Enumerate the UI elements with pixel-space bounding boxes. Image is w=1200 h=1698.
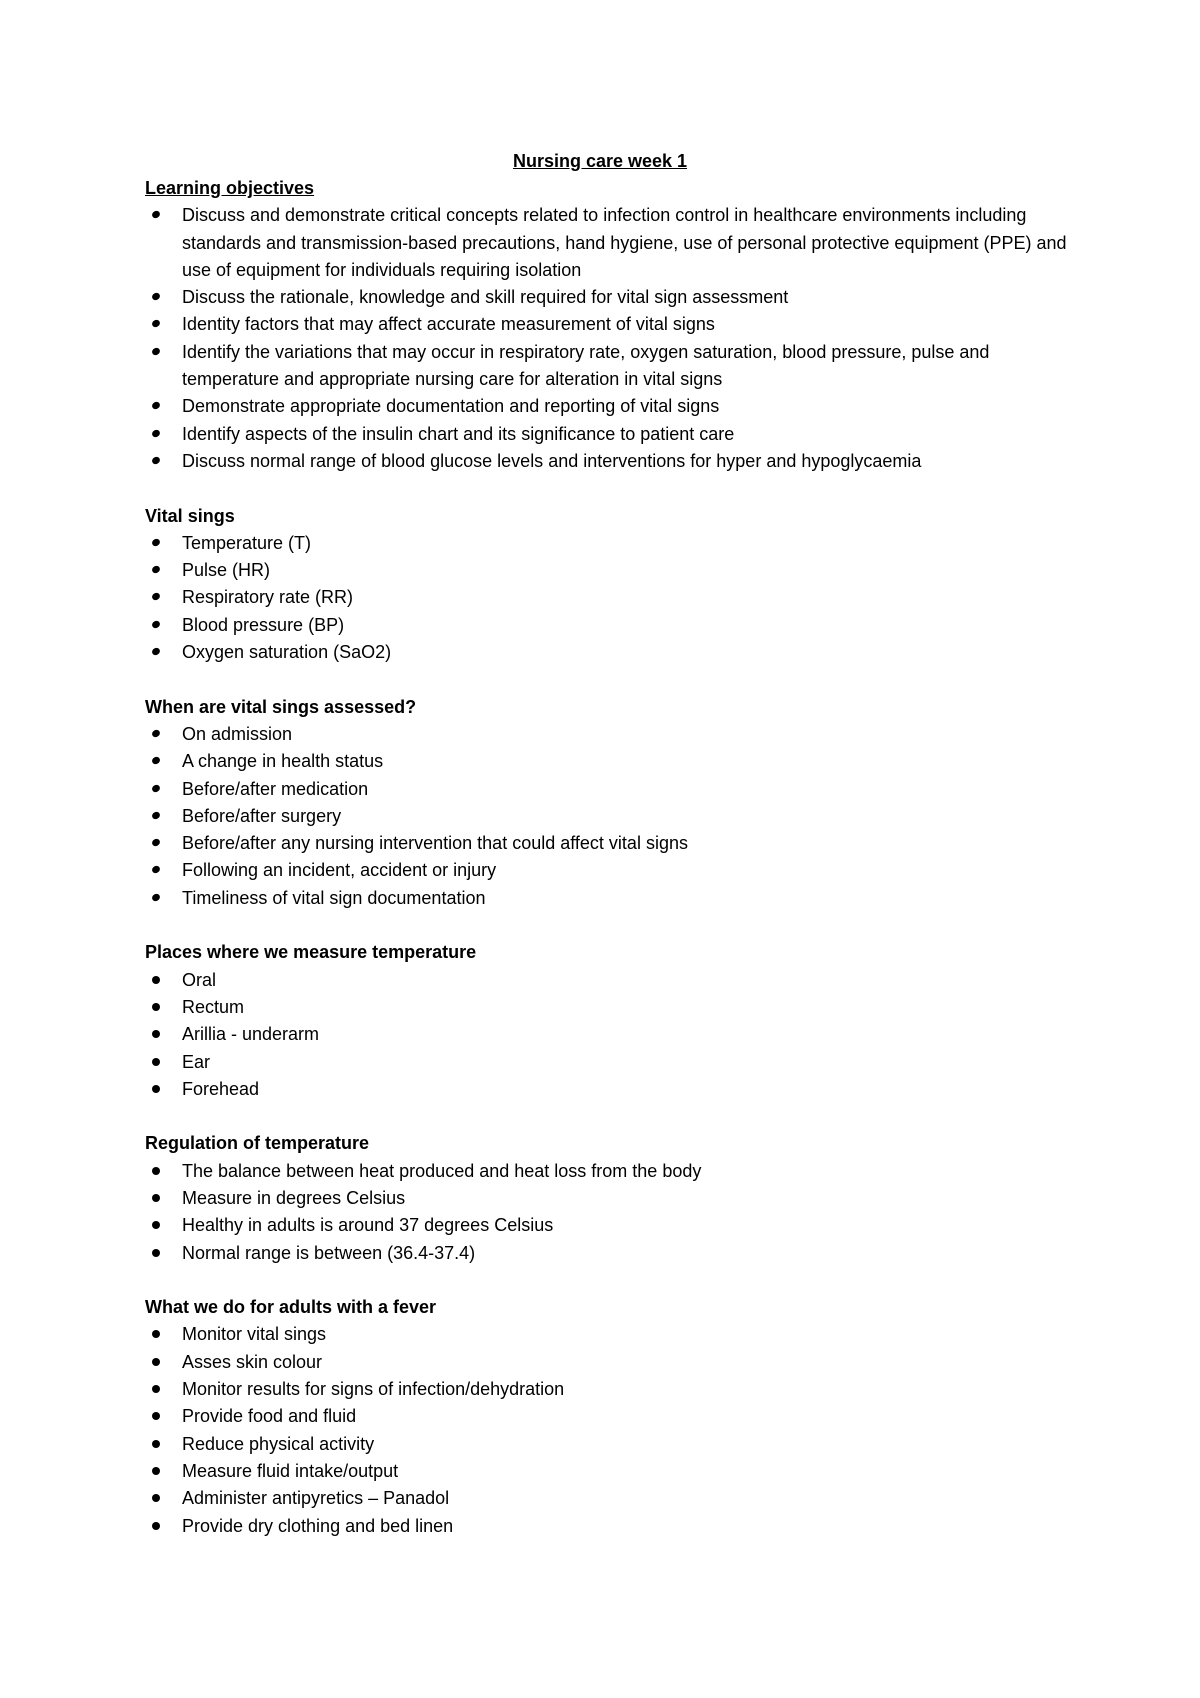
- list-item: [145, 530, 1085, 557]
- section-heading: Regulation of temperature: [145, 1133, 370, 1154]
- bullet-icon: [151, 647, 161, 657]
- list-item-text: Temperature (T): [182, 532, 312, 553]
- list-item: [145, 421, 1085, 448]
- list-item: [145, 857, 1085, 884]
- bullet-icon: [152, 1249, 160, 1257]
- document-title: Nursing care week 1: [512, 151, 688, 171]
- bullet-icon: [152, 1385, 160, 1393]
- list-item-text: Provide food and fluid: [182, 1406, 357, 1427]
- bullet-list: [145, 530, 1085, 666]
- list-item-text: Measure in degrees Celsius: [182, 1187, 406, 1208]
- bullet-icon: [152, 1358, 160, 1366]
- list-item-text: Forehead: [182, 1078, 260, 1099]
- list-item: [145, 967, 1085, 994]
- list-item: [145, 1212, 1085, 1239]
- section-when-assessed: [145, 694, 1085, 912]
- bullet-icon: [152, 1194, 160, 1202]
- list-item: [145, 721, 1085, 748]
- bullet-list: [145, 1321, 1085, 1539]
- section-heading: What we do for adults with a fever: [145, 1297, 437, 1318]
- list-item: [145, 1513, 1085, 1540]
- bullet-icon: [152, 1058, 160, 1066]
- list-item: [145, 1485, 1085, 1512]
- list-item-text: Identity factors that may affect accurate measurement of vital signs: [182, 314, 715, 335]
- list-item: [145, 1431, 1085, 1458]
- list-item: [145, 1158, 1085, 1185]
- list-item: [145, 1458, 1085, 1485]
- list-item-text: Provide dry clothing and bed linen: [182, 1515, 454, 1536]
- list-item: [145, 1185, 1085, 1212]
- list-item-text: Demonstrate appropriate documentation and reporting of vital signs: [182, 396, 720, 417]
- section-heading: Learning objectives: [145, 178, 315, 198]
- section-learning-objectives: [145, 175, 1085, 475]
- list-item-text: Pulse (HR): [182, 560, 271, 581]
- list-item-text: Blood pressure (BP): [182, 614, 345, 635]
- bullet-icon: [152, 1221, 160, 1229]
- bullet-icon: [152, 1167, 160, 1175]
- list-item: [145, 1076, 1085, 1103]
- bullet-icon: [151, 619, 161, 629]
- bullet-list: [145, 721, 1085, 912]
- bullet-icon: [151, 346, 161, 356]
- bullet-icon: [152, 1440, 160, 1448]
- bullet-icon: [152, 976, 160, 984]
- list-item-text: Identify aspects of the insulin chart and its significance to patient care: [182, 423, 735, 444]
- list-item-text: Oxygen saturation (SaO2): [182, 642, 392, 663]
- bullet-icon: [152, 1467, 160, 1475]
- list-item: [145, 803, 1085, 830]
- list-item-text: Before/after medication: [182, 778, 369, 799]
- list-item-text: Before/after surgery: [182, 805, 342, 826]
- bullet-icon: [151, 756, 161, 766]
- list-item: [145, 612, 1085, 639]
- bullet-icon: [151, 783, 161, 793]
- list-item-text: Oral: [182, 969, 217, 990]
- list-item: [145, 557, 1085, 584]
- bullet-icon: [151, 428, 161, 438]
- list-item-text: Reduce physical activity: [182, 1433, 375, 1454]
- bullet-list: [145, 202, 1085, 475]
- bullet-list: [145, 967, 1085, 1103]
- document-body: [145, 175, 1085, 1567]
- section-heading: When are vital sings assessed?: [145, 696, 417, 717]
- bullet-icon: [151, 865, 161, 875]
- bullet-icon: [151, 838, 161, 848]
- section-vital-signs: [145, 503, 1085, 667]
- list-item-text: Arillia - underarm: [182, 1024, 320, 1045]
- bullet-icon: [151, 210, 161, 220]
- bullet-icon: [151, 810, 161, 820]
- list-item-text: Following an incident, accident or injury: [182, 860, 497, 881]
- bullet-icon: [151, 292, 161, 302]
- bullet-icon: [151, 319, 161, 329]
- bullet-icon: [151, 892, 161, 902]
- list-item-text: Ear: [182, 1051, 211, 1072]
- list-item: [145, 584, 1085, 611]
- list-item: [145, 284, 1085, 311]
- bullet-icon: [152, 1494, 160, 1502]
- list-item-text: A change in health status: [182, 751, 384, 772]
- list-item: [145, 830, 1085, 857]
- bullet-icon: [151, 592, 161, 602]
- list-item: [145, 311, 1085, 338]
- list-item: [145, 1049, 1085, 1076]
- list-item: [145, 1349, 1085, 1376]
- list-item: [145, 1321, 1085, 1348]
- list-item-text: Discuss and demonstrate critical concepts related to infection control in healthcare environments including standards and transmission-based precautions, hand hygiene, use of personal protective equipment (PPE) and use of equipment for individuals requiring isolation: [182, 205, 1067, 280]
- bullet-list: [145, 1158, 1085, 1267]
- bullet-icon: [151, 565, 161, 575]
- bullet-icon: [152, 1412, 160, 1420]
- bullet-icon: [151, 537, 161, 547]
- section-fever-care: [145, 1294, 1085, 1540]
- list-item-text: Administer antipyretics – Panadol: [182, 1488, 450, 1509]
- list-item-text: Normal range is between (36.4-37.4): [182, 1242, 476, 1263]
- list-item: [145, 1376, 1085, 1403]
- list-item-text: Respiratory rate (RR): [182, 587, 354, 608]
- list-item-text: Healthy in adults is around 37 degrees Celsius: [182, 1215, 554, 1236]
- bullet-icon: [151, 729, 161, 739]
- list-item-text: The balance between heat produced and heat loss from the body: [182, 1160, 702, 1181]
- bullet-icon: [151, 456, 161, 466]
- bullet-icon: [152, 1330, 160, 1338]
- list-item: [145, 339, 1085, 394]
- bullet-icon: [152, 1030, 160, 1038]
- list-item-text: Measure fluid intake/output: [182, 1460, 399, 1481]
- list-item: [145, 1403, 1085, 1430]
- list-item: [145, 748, 1085, 775]
- bullet-icon: [152, 1003, 160, 1011]
- list-item: [145, 639, 1085, 666]
- list-item-text: Asses skin colour: [182, 1351, 323, 1372]
- list-item-text: Discuss the rationale, knowledge and skill required for vital sign assessment: [182, 287, 789, 308]
- list-item: [145, 448, 1085, 475]
- list-item: [145, 1240, 1085, 1267]
- list-item: [145, 776, 1085, 803]
- list-item: [145, 885, 1085, 912]
- list-item-text: Identify the variations that may occur in respiratory rate, oxygen saturation, blood pressure, pulse and temperature and appropriate nursing care for alteration in vital signs: [182, 341, 990, 390]
- bullet-icon: [152, 1085, 160, 1093]
- bullet-icon: [152, 1522, 160, 1530]
- list-item: [145, 1021, 1085, 1048]
- section-temperature-regulation: [145, 1130, 1085, 1266]
- list-item-text: Before/after any nursing intervention that could affect vital signs: [182, 833, 688, 854]
- list-item-text: Timeliness of vital sign documentation: [182, 887, 486, 908]
- list-item: [145, 202, 1085, 284]
- list-item-text: Monitor results for signs of infection/dehydration: [182, 1379, 565, 1400]
- list-item-text: Rectum: [182, 996, 245, 1017]
- section-temperature-places: [145, 939, 1085, 1103]
- list-item: [145, 393, 1085, 420]
- list-item-text: Monitor vital sings: [182, 1324, 327, 1345]
- bullet-icon: [151, 401, 161, 411]
- list-item-text: On admission: [182, 723, 293, 744]
- list-item-text: Discuss normal range of blood glucose levels and interventions for hyper and hypoglycaemia: [182, 450, 922, 471]
- section-heading: Places where we measure temperature: [145, 942, 477, 963]
- list-item: [145, 994, 1085, 1021]
- section-heading: Vital sings: [145, 505, 235, 526]
